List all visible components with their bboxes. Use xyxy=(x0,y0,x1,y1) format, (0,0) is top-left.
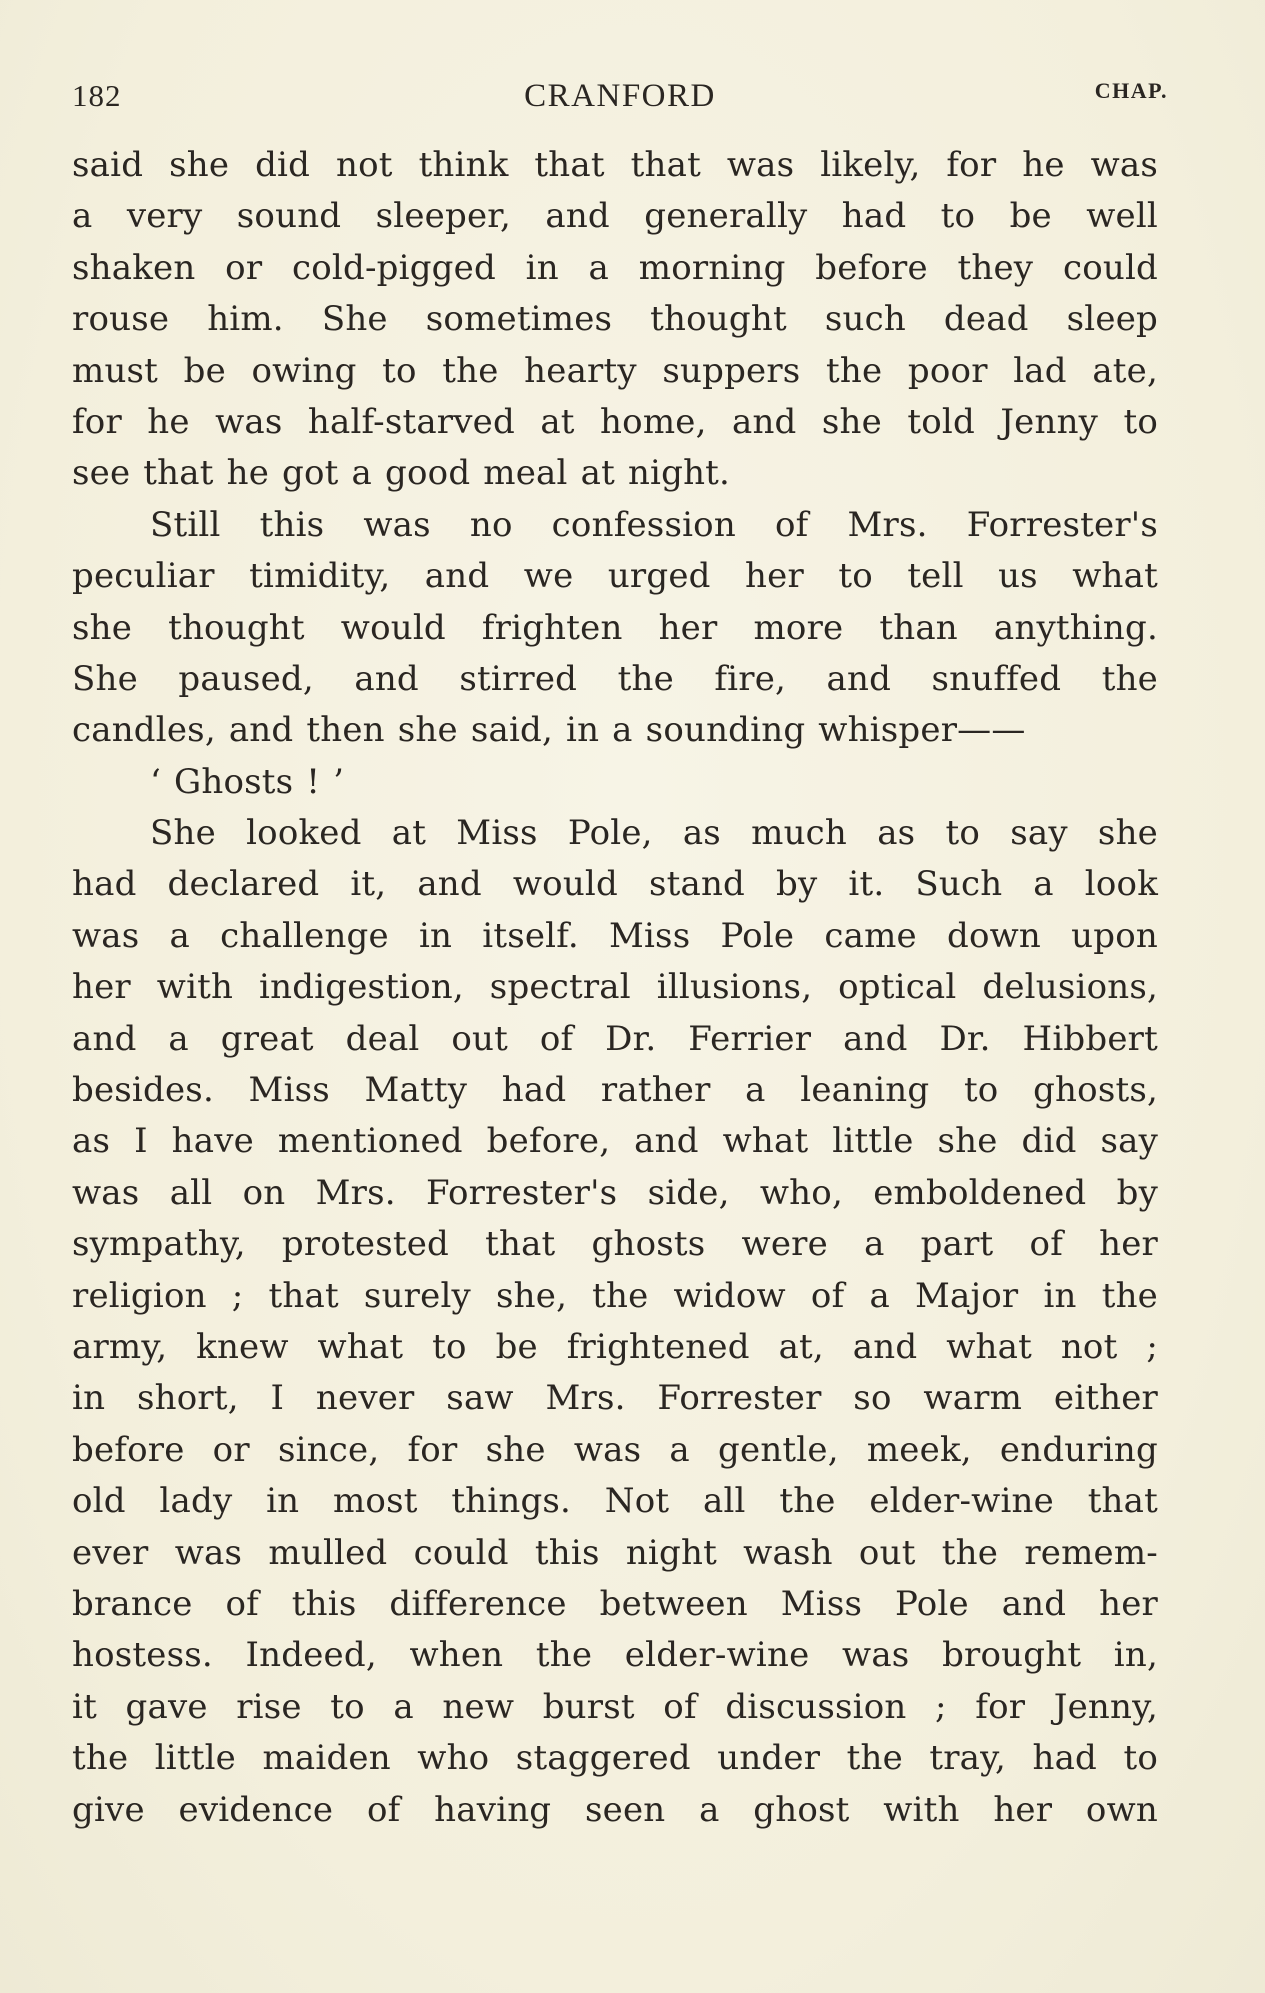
running-head xyxy=(72,78,1168,118)
text-line: hostess. Indeed, when the elder-wine was brought in, xyxy=(72,1635,1158,1676)
text-line: and a great deal out of Dr. Ferrier and Dr. Hibbert xyxy=(72,1018,1158,1059)
page-number: 182 xyxy=(72,78,122,113)
text-line: she thought would frighten her more than anything. xyxy=(72,607,1158,648)
text-line: candles, and then she said, in a sounding whisper—— xyxy=(72,710,1026,751)
text-line: had declared it, and would stand by it. Such a look xyxy=(72,864,1158,905)
text-line: ‘ Ghosts ! ’ xyxy=(150,761,345,802)
text-line: She paused, and stirred the fire, and snuffed the xyxy=(72,658,1158,699)
text-line: sympathy, protested that ghosts were a part of her xyxy=(72,1224,1158,1265)
text-line: old lady in most things. Not all the elder-wine that xyxy=(72,1481,1158,1522)
text-line: said she did not think that that was likely, for he was xyxy=(72,145,1158,185)
text-line: was a challenge in itself. Miss Pole came down upon xyxy=(72,915,1158,956)
text-line: religion ; that surely she, the widow of a Major in the xyxy=(72,1275,1158,1316)
text-line: for he was half-starved at home, and she told Jenny to xyxy=(72,401,1158,442)
text-line: shaken or cold-pigged in a morning before they could xyxy=(72,247,1158,288)
text-line: a very sound sleeper, and generally had to be well xyxy=(72,196,1158,237)
text-line: it gave rise to a new burst of discussion ; for Jenny, xyxy=(72,1686,1158,1727)
text-line: army, knew what to be frightened at, and what not ; xyxy=(72,1326,1158,1367)
book-title: CRANFORD xyxy=(524,78,716,114)
text-line: in short, I never saw Mrs. Forrester so warm either xyxy=(72,1378,1158,1419)
text-line: besides. Miss Matty had rather a leaning to ghosts, xyxy=(72,1070,1158,1111)
text-line: brance of this difference between Miss Pole and her xyxy=(72,1583,1158,1624)
text-line: as I have mentioned before, and what little she did say xyxy=(72,1121,1158,1162)
text-line: must be owing to the hearty suppers the poor lad ate, xyxy=(72,350,1158,391)
text-line: peculiar timidity, and we urged her to tell us what xyxy=(72,556,1158,597)
text-line: Still this was no confession of Mrs. Forrester's xyxy=(150,504,1158,545)
text-line: the little maiden who staggered under the tray, had to xyxy=(72,1738,1158,1779)
text-line: give evidence of having seen a ghost with her own xyxy=(72,1789,1158,1830)
chapter-label: CHAP. xyxy=(1094,78,1168,103)
text-line: was all on Mrs. Forrester's side, who, emboldened by xyxy=(72,1172,1158,1213)
text-line: her with indigestion, spectral illusions, optical delusions, xyxy=(72,967,1158,1008)
text-line: before or since, for she was a gentle, meek, enduring xyxy=(72,1429,1158,1470)
text-line: see that he got a good meal at night. xyxy=(72,453,731,494)
text-line: rouse him. She sometimes thought such dead sleep xyxy=(72,299,1158,340)
text-line: She looked at Miss Pole, as much as to say she xyxy=(150,813,1158,854)
text-line: ever was mulled could this night wash out the remem- xyxy=(72,1532,1158,1573)
body-text xyxy=(72,140,1158,1836)
